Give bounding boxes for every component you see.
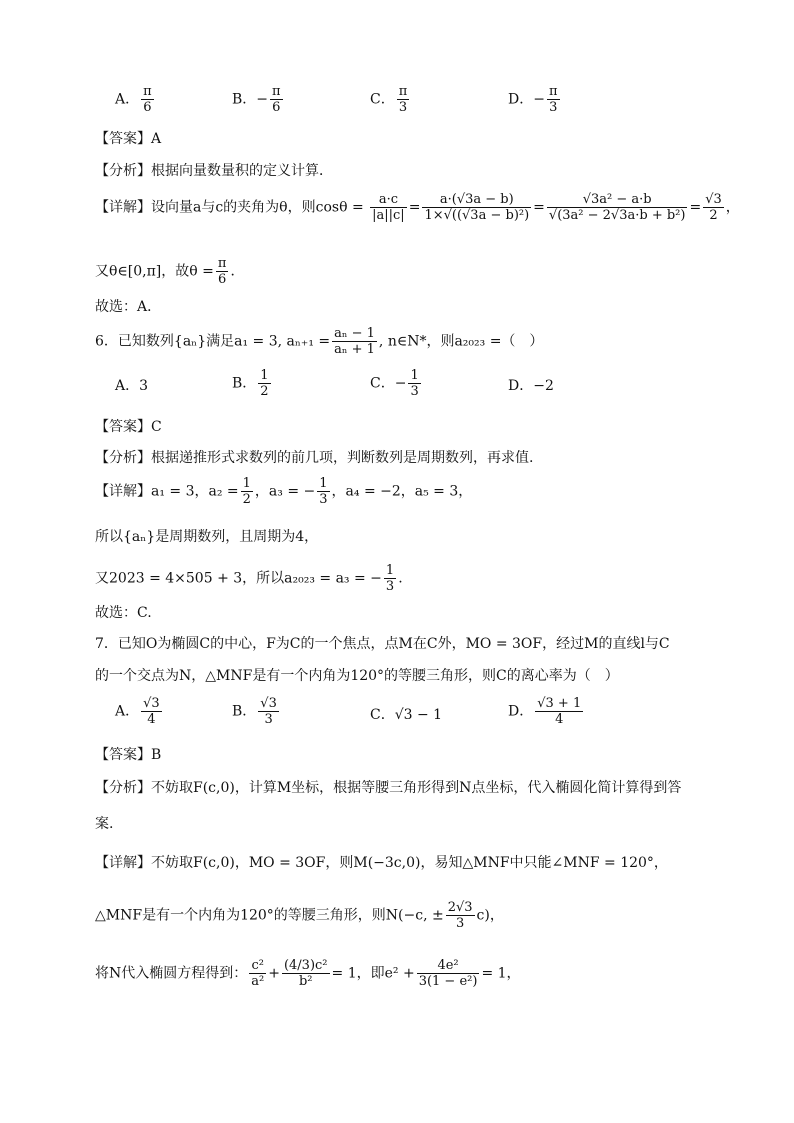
q6-choice: 故选：C. (95, 605, 152, 621)
fraction: $\frac{1}{2}$ (242, 476, 251, 507)
q7-option-a: A． $\frac{√3}{4}$ (115, 696, 160, 727)
q5-option-b: B．− $\frac{\pi}{6}$ (232, 84, 281, 115)
q7-analysis-line2: 案. (95, 816, 114, 832)
q5-detail: 【详解】设向量a与c的夹角为θ，则cosθ = $\frac{a\cdot c}{|a||c|}$ = $\frac{a\cdot(√3a - b)}{\text{1×√((√3a − b)²)}}$ = $\frac{\text{√3a² − a·b}}{\text{√(3a² − 2√3a·b + b²)}}$ = $\frac{√3}{2}$ ， (95, 192, 740, 223)
q7-option-b: B． $\frac{√3}{3}$ (232, 696, 277, 727)
fraction: $\frac{√3 + 1}{4}$ (537, 696, 582, 727)
q6-option-d: D．−2 (508, 378, 554, 394)
q7-option-d: D． $\frac{√3 + 1}{4}$ (508, 696, 582, 727)
fraction: $\frac{\text{4e²}}{\text{3(1 − e²)}}$ (418, 958, 478, 989)
fraction: $\frac{a\cdot(√3a - b)}{\text{1×√((√3a − b)²)}}$ (424, 192, 530, 223)
q7-detail-line3: 将N代入椭圆方程得到： $\frac{\text{c²}}{\text{a²}}$ + $\frac{\text{(4/3)c²}}{\text{b²}}$ = 1，即e² + $\frac{\text{4e²}}{\text{3(1 − e²)}}$ = 1， (95, 958, 521, 989)
q5-answer: 【答案】A (95, 131, 162, 147)
q6-answer: 【答案】C (95, 419, 162, 435)
q7-detail-line1: 【详解】不妨取F(c,0)，MO = 3OF，则M(−3c,0)，易知△MNF中只能∠MNF = 120°， (95, 855, 668, 871)
q6-analysis: 【分析】根据递推形式求数列的前几项，判断数列是周期数列，再求值. (95, 450, 534, 466)
q5-analysis: 【分析】根据向量数量积的定义计算． (95, 163, 333, 179)
q6-calc: 又2023 = 4×505 + 3，所以a₂₀₂₃ = a₃ = − $\frac{1}{3}$ . (95, 563, 403, 594)
fraction: $\frac{√3}{4}$ (143, 696, 160, 727)
fraction: $\frac{\pi}{6}$ (217, 256, 227, 287)
q7-analysis-line1: 【分析】不妨取F(c,0)，计算M坐标，根据等腰三角形得到N点坐标，代入椭圆化简计算得到答 (95, 780, 682, 796)
q5-choice: 故选：A． (95, 299, 162, 315)
q7-stem-line2: 的一个交点为N，△MNF是有一个内角为120°的等腰三角形，则C的离心率为（ ） (95, 668, 619, 684)
q7-stem-line1: 7．已知O为椭圆C的中心，F为C的一个焦点，点M在C外，MO = 3OF，经过M的直线l与C (95, 636, 670, 652)
q5-range: 又θ∈[0,π]，故θ = $\frac{\pi}{6}$ ． (95, 256, 245, 287)
fraction: $\frac{√3}{2}$ (705, 192, 722, 223)
fraction: $\frac{\pi}{3}$ (548, 84, 558, 115)
fraction: $\frac{1}{2}$ (260, 368, 269, 399)
fraction: $\frac{\pi}{6}$ (143, 84, 152, 115)
fraction: $\frac{\pi}{3}$ (398, 84, 408, 115)
fraction: $\frac{\pi}{6}$ (272, 84, 281, 115)
fraction: $\frac{\text{c²}}{\text{a²}}$ (251, 958, 265, 989)
fraction: $\frac{a\cdot c}{|a||c|}$ (372, 192, 405, 223)
fraction: $\frac{1}{3}$ (385, 563, 395, 594)
fraction: $\frac{√3}{3}$ (260, 696, 277, 727)
q7-option-c: C．√3 − 1 (370, 707, 443, 723)
fraction: $\frac{\text{(4/3)c²}}{\text{b²}}$ (283, 958, 328, 989)
q5-option-c: C． $\frac{\pi}{3}$ (370, 84, 408, 115)
fraction: $\frac{1}{3}$ (319, 476, 328, 507)
fraction: $\frac{\text{√3a² − a·b}}{\text{√(3a² − 2√3a·b + b²)}}$ (548, 192, 686, 223)
q6-option-b: B． $\frac{1}{2}$ (232, 368, 269, 399)
q7-detail-line2: △MNF是有一个内角为120°的等腰三角形，则N(−c, ± $\frac{2√3}{3}$ c)， (95, 900, 504, 931)
q5-option-a: A． $\frac{\pi}{6}$ (115, 84, 152, 115)
q6-stem: 6．已知数列{aₙ}满足a₁ = 3, aₙ₊₁ = $\frac{\text{aₙ − 1}}{\text{aₙ + 1}}$ , n∈N*，则a₂₀₂₃ =（ ） (95, 326, 544, 357)
fraction: $\frac{1}{3}$ (410, 368, 419, 399)
fraction: $\frac{\text{aₙ − 1}}{\text{aₙ + 1}}$ (334, 326, 375, 357)
q6-detail: 【详解】a₁ = 3，a₂ = $\frac{1}{2}$ ，a₃ = − $\frac{1}{3}$ ，a₄ = −2，a₅ = 3， (95, 476, 473, 507)
q6-option-c: C．− $\frac{1}{3}$ (370, 368, 419, 399)
q5-option-d: D．− $\frac{\pi}{3}$ (508, 84, 558, 115)
q6-option-a: A．3 (115, 378, 149, 394)
fraction: $\frac{2√3}{3}$ (447, 900, 473, 931)
q7-answer: 【答案】B (95, 747, 162, 763)
q6-period: 所以{aₙ}是周期数列，且周期为4， (95, 529, 319, 545)
